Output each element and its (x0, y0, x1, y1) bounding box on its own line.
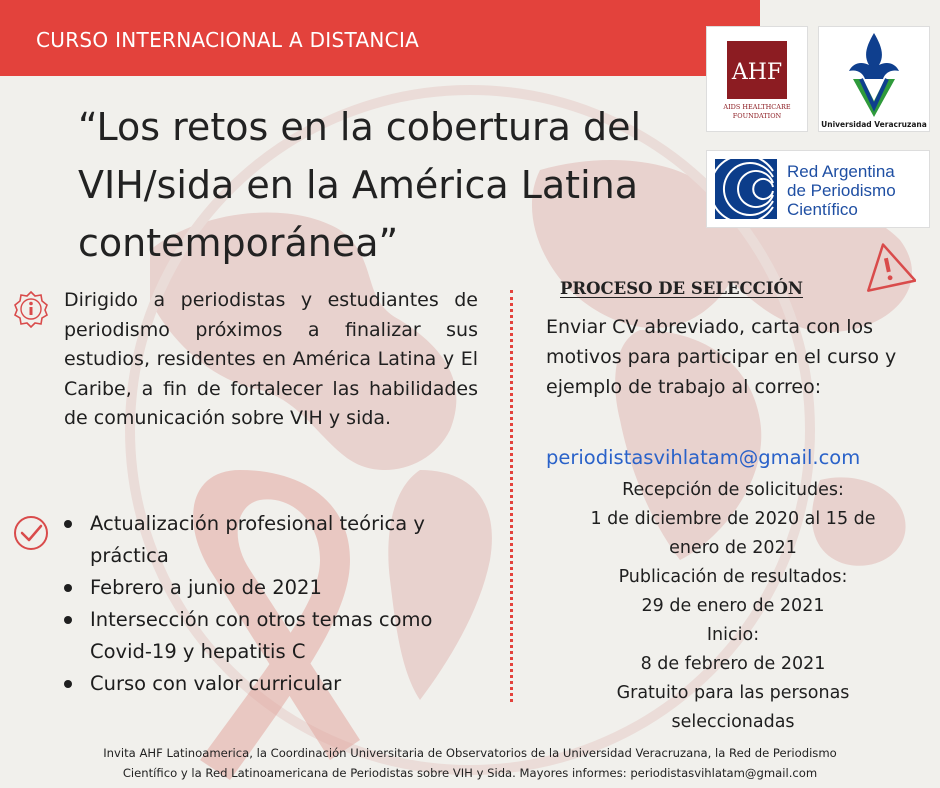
dates-line: 1 de diciembre de 2020 al 15 de (590, 509, 876, 529)
footer-line2: Científico y la Red Latinoamericana de Periodistas sobre VIH y Sida. Mayores informes: periodistasvihlatam@gmail.com (122, 766, 818, 780)
contact-email-link[interactable]: periodistasvihlatam@gmail.com (546, 446, 861, 469)
selection-heading: PROCESO DE SELECCIÓN (560, 279, 803, 298)
ahf-mark-text: AHF (731, 60, 783, 85)
rapc-line3: Científico (787, 200, 858, 219)
footer-line1: Invita AHF Latinoamerica, la Coordinación Universitaria de Observatorios de la Universidad Veracruzana, la Red de Periodismo (103, 746, 837, 760)
features-list (62, 508, 482, 700)
rapc-line1: Red Argentina (787, 162, 895, 181)
selection-dates (556, 476, 910, 737)
dates-line: Gratuito para las personas (616, 683, 850, 703)
list-item: Intersección con otros temas como Covid-19 y hepatitis C (62, 604, 482, 668)
ahf-logo (706, 26, 808, 132)
info-icon (12, 290, 50, 328)
uv-caption: Universidad Veracruzana (821, 120, 927, 129)
selection-body: Enviar CV abreviado, carta con los motivos para participar en el curso y ejemplo de trabajo al correo: (546, 316, 897, 398)
list-item: Curso con valor curricular (62, 668, 482, 700)
rapc-line2: de Periodismo (787, 181, 896, 200)
dates-line: 29 de enero de 2021 (641, 596, 825, 616)
dates-line: seleccionadas (671, 712, 795, 732)
uv-logo-mark (819, 27, 929, 131)
course-title: “Los retos en la cobertura del VIH/sida en la América Latina contemporánea” (78, 105, 642, 265)
rapc-logo-mark (707, 151, 929, 227)
uv-logo (818, 26, 930, 132)
course-type-label: CURSO INTERNACIONAL A DISTANCIA (36, 28, 420, 52)
list-item: Febrero a junio de 2021 (62, 572, 482, 604)
intro-paragraph: Dirigido a periodistas y estudiantes de periodismo próximos a finalizar sus estudios, residentes en América Latina y El Caribe, a fin de fortalecer las habilidades de comunicación sobre VIH y sida. (64, 289, 478, 429)
dates-line: Recepción de solicitudes: (622, 480, 844, 500)
footer-credits (10, 743, 930, 783)
rapc-logo (706, 150, 930, 228)
dates-line: enero de 2021 (669, 538, 797, 558)
dates-line: 8 de febrero de 2021 (640, 654, 826, 674)
column-divider (510, 290, 513, 702)
dates-line: Publicación de resultados: (618, 567, 848, 587)
dates-line: Inicio: (706, 625, 760, 645)
list-item: Actualización profesional teórica y práctica (62, 508, 482, 572)
ahf-caption-line1: AIDS HEALTHCARE (723, 103, 791, 111)
ahf-logo-mark (707, 27, 807, 131)
check-circle-icon (12, 514, 50, 552)
ahf-caption-line2: FOUNDATION (732, 112, 782, 120)
